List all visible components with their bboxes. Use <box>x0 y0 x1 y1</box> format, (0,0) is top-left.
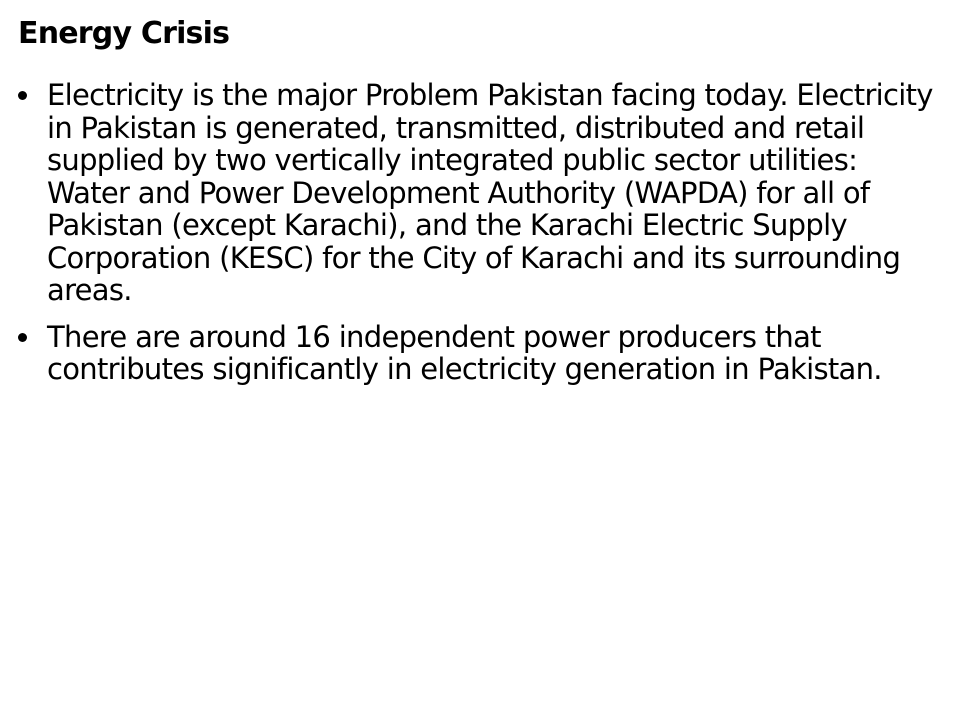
bullet-item <box>0 321 942 386</box>
bullet-point-icon <box>18 91 27 100</box>
bullet-item <box>0 79 942 307</box>
bullet-point-icon <box>18 333 27 342</box>
bullet-text: There are around 16 independent power producers that contributes significantly in electricity generation in Pakistan. <box>47 319 882 386</box>
bullet-text: Electricity is the major Problem Pakistan facing today. Electricity in Pakistan is generated, transmitted, distributed and retail supplied by two vertically integrated public sector utilities: Water and Power Development Authority (WAPDA) for all of Pakistan (except Karachi), and the Karachi Electric Supply Corporation (KESC) for the City of Karachi and its surrounding areas. <box>47 78 933 307</box>
bullet-list <box>0 79 960 400</box>
slide-title: Energy Crisis <box>18 16 230 51</box>
